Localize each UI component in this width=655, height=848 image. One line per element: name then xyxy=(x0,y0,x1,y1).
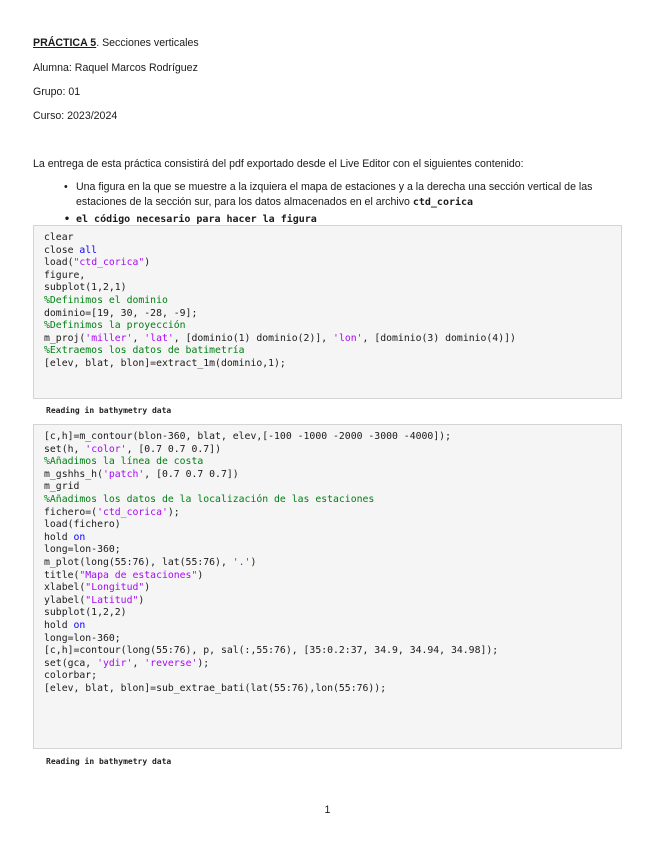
requirement-item-figure-code: ctd_corica xyxy=(412,197,474,208)
code-token: set(h, xyxy=(44,443,86,455)
code-token: xlabel( xyxy=(44,582,86,594)
code-line xyxy=(44,519,611,532)
code-token: title( xyxy=(44,569,80,581)
code-line xyxy=(44,557,611,570)
code-line xyxy=(44,320,611,333)
code-line xyxy=(44,620,611,633)
code-token: long=lon-360; xyxy=(44,632,121,644)
code-line xyxy=(44,658,611,671)
code-token: , [0.7 0.7 0.7]) xyxy=(144,468,239,480)
code-token: , [0.7 0.7 0.7]) xyxy=(126,443,221,455)
code-token: , xyxy=(132,332,145,344)
code-token: [c,h]=m_contour(blon-360, blat, elev,[-100 -1000 -2000 -3000 -4000]); xyxy=(44,431,451,442)
code-line xyxy=(44,645,611,658)
code-token: m_gshhs_h( xyxy=(44,468,103,480)
requirements-list xyxy=(64,180,624,229)
code-token: %Añadimos los datos de la localización de las estaciones xyxy=(44,493,375,505)
code-block-2[interactable] xyxy=(33,424,622,749)
code-token: hold xyxy=(44,619,74,631)
code-token: , [dominio(3) dominio(4)]) xyxy=(362,332,516,344)
code-line xyxy=(44,607,611,620)
code-token: "ctd_corica" xyxy=(73,257,145,269)
code-token: on xyxy=(73,619,86,631)
code-line xyxy=(44,582,611,595)
student-name: Alumna: Raquel Marcos Rodríguez xyxy=(33,62,198,74)
code-token: set(gca, xyxy=(44,657,98,669)
code-token: figure, xyxy=(44,269,86,281)
code-token: 'patch' xyxy=(102,468,145,480)
code-token: , [dominio(1) dominio(2)], xyxy=(173,332,334,344)
code-line xyxy=(44,282,611,295)
code-token: ); xyxy=(197,657,210,669)
practice-title: . Secciones verticales xyxy=(96,37,199,49)
code-token: on xyxy=(73,531,86,543)
code-token: '.' xyxy=(232,556,251,568)
code-token: ) xyxy=(197,569,204,581)
code-line xyxy=(44,295,611,308)
code-token: ); xyxy=(167,506,180,518)
code-line xyxy=(44,469,611,482)
code-token: , xyxy=(132,657,145,669)
code-line xyxy=(44,670,611,683)
code-token: %Extraemos los datos de batimetría xyxy=(44,345,245,357)
code-token: ) xyxy=(250,556,257,568)
code-line xyxy=(44,270,611,283)
practice-heading xyxy=(33,37,199,50)
code-token: load( xyxy=(44,257,74,269)
code-line xyxy=(44,245,611,258)
code-line xyxy=(44,444,611,457)
code-token: subplot(1,2,1) xyxy=(44,282,127,294)
code-token: m_proj( xyxy=(44,332,86,344)
code-token: ) xyxy=(144,257,151,269)
code-token: %Definimos el dominio xyxy=(44,294,168,306)
code-line xyxy=(44,431,611,444)
code-line xyxy=(44,345,611,358)
code-line xyxy=(44,595,611,608)
code-token: 'reverse' xyxy=(144,657,198,669)
code-token: subplot(1,2,2) xyxy=(44,607,127,619)
code-token: 'lon' xyxy=(333,332,363,344)
group-line: Grupo: 01 xyxy=(33,86,81,98)
code-token: load(fichero) xyxy=(44,519,121,531)
code-line xyxy=(44,456,611,469)
code-token: 'ctd_corica' xyxy=(97,506,168,518)
code-token: ylabel( xyxy=(44,594,86,606)
code-line xyxy=(44,257,611,270)
code-token: 'ydir' xyxy=(97,657,133,669)
code-line xyxy=(44,481,611,494)
intro-text: La entrega de esta práctica consistirá del pdf exportado desde el Live Editor con el siguientes contenido: xyxy=(33,158,524,170)
code-token: [c,h]=contour(long(55:76), p, sal(:,55:76), [35:0.2:37, 34.9, 34.94, 34.98]); xyxy=(44,645,499,657)
code-line xyxy=(44,532,611,545)
requirement-item-code: • el código necesario para hacer la figura xyxy=(64,212,624,227)
code-token: [elev, blat, blon]=extract_1m(dominio,1); xyxy=(44,357,286,369)
page-number: 1 xyxy=(324,804,331,816)
code-line xyxy=(44,333,611,346)
requirement-item-figure-text: Una figura en la que se muestre a la izquiera el mapa de estaciones y a la derecha una sección vertical de las estaciones de la sección sur, para los datos almacenados en el archivo xyxy=(76,181,593,208)
code-line xyxy=(44,683,611,696)
code-token: long=lon-360; xyxy=(44,544,121,556)
code-token: close xyxy=(44,244,80,256)
output-2: Reading in bathymetry data xyxy=(46,757,172,766)
code-line xyxy=(44,507,611,520)
code-token: 'color' xyxy=(85,443,127,455)
code-token: m_plot(long(55:76), lat(55:76), xyxy=(44,556,233,568)
code-token: ) xyxy=(138,594,145,606)
code-token: fichero=( xyxy=(44,506,98,518)
code-token: 'lat' xyxy=(144,332,174,344)
code-token: %Añadimos la línea de costa xyxy=(44,456,204,468)
code-token: "Mapa de estaciones" xyxy=(79,569,198,581)
code-line xyxy=(44,633,611,646)
code-line xyxy=(44,308,611,321)
code-token: m_grid xyxy=(44,481,80,493)
code-line xyxy=(44,358,611,371)
code-token: "Latitud" xyxy=(85,594,139,606)
practice-label: PRÁCTICA 5 xyxy=(33,37,97,49)
course-line: Curso: 2023/2024 xyxy=(33,110,118,122)
code-line xyxy=(44,232,611,245)
code-block-1[interactable] xyxy=(33,225,622,399)
code-token: [elev, blat, blon]=sub_extrae_bati(lat(55:76),lon(55:76)); xyxy=(44,682,387,694)
code-token: ) xyxy=(144,582,151,594)
code-line xyxy=(44,494,611,507)
code-token: colorbar; xyxy=(44,670,98,682)
code-token: hold xyxy=(44,531,74,543)
requirement-item-figure xyxy=(64,180,624,210)
code-line xyxy=(44,570,611,583)
code-line xyxy=(44,544,611,557)
code-token: dominio=[19, 30, -28, -9]; xyxy=(44,307,198,319)
code-token: all xyxy=(79,244,98,256)
code-token: clear xyxy=(44,232,74,243)
code-token: 'miller' xyxy=(85,332,133,344)
output-1: Reading in bathymetry data xyxy=(46,406,172,415)
code-token: %Definimos la proyección xyxy=(44,320,186,332)
code-token: "Longitud" xyxy=(85,582,145,594)
